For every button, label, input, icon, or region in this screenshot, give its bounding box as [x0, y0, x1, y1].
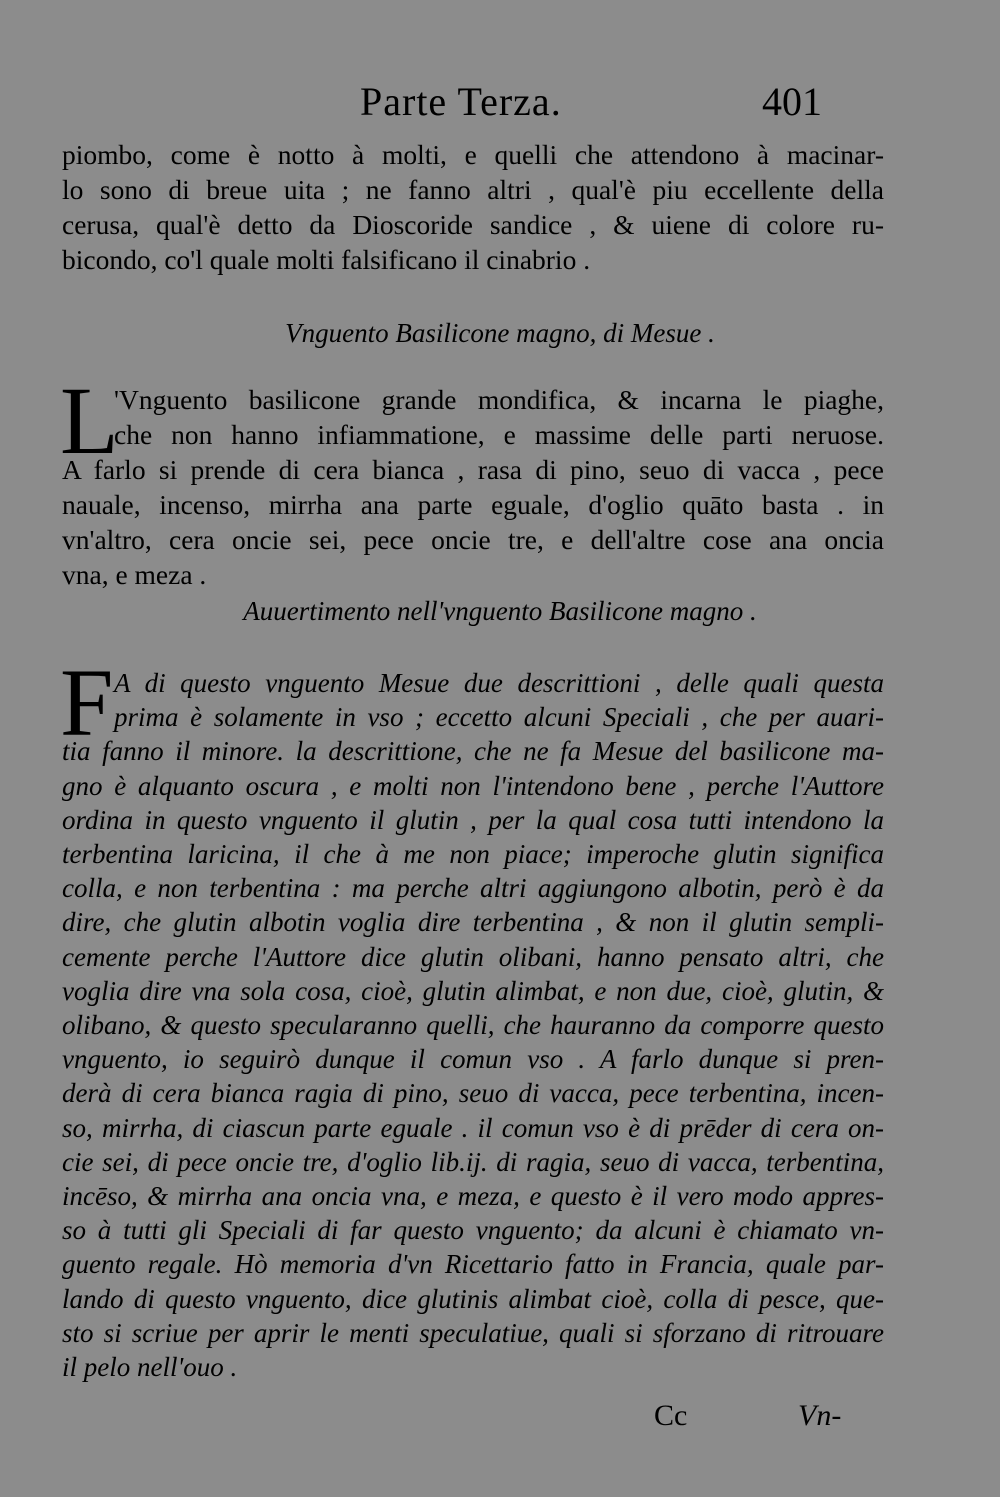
paragraph-commentary: [60, 649, 884, 1384]
text-line: A di questo vnguento Mesue due descrittioni , delle quali questa: [114, 668, 884, 698]
drop-cap: L: [60, 367, 119, 474]
text-line: bicondo, co'l quale molti falsificano il cinabrio .: [62, 244, 591, 275]
text-line: cemente perche l'Auttore dice glutin olibani, hanno pensato altri, che: [62, 941, 884, 972]
running-header: Parte Terza.: [360, 79, 562, 124]
text-line: so, mirrha, di ciascun parte eguale . il comun vso è di prēder di cera on-: [62, 1112, 884, 1143]
text-line: cie sei, di pece oncie tre, d'oglio lib.ij. di ragia, seuo di vacca, terbentina,: [62, 1146, 884, 1177]
text-line: lando di questo vnguento, dice glutinis alimbat cioè, colla di pesce, que-: [62, 1283, 884, 1314]
text-line: che non hanno infiammatione, e massime delle parti neruose.: [114, 419, 884, 450]
text-line: derà di cera bianca ragia di pino, seuo di vacca, pece terbentina, incen-: [62, 1078, 884, 1109]
text-line: piombo, come è notto à molti, e quelli che attendono à macinar-: [62, 139, 884, 170]
text-line: dire, che glutin albotin voglia dire terbentina , & non il glutin sempli-: [62, 907, 884, 938]
text-line: tia fanno il minore. la descrittione, che ne fa Mesue del basilicone ma-: [62, 736, 884, 767]
text-line: terbentina laricina, il che à me non piace; imperoche glutin significa: [62, 839, 884, 870]
text-line: gno è alquanto oscura , e molti non l'intendono bene , perche l'Auttore: [62, 770, 884, 801]
text-line: nauale, incenso, mirrha ana parte eguale, d'oglio quāto basta . in: [62, 489, 884, 520]
drop-cap: F: [60, 649, 114, 756]
text-line: vnguento, io seguirò dunque il comun vso . A farlo dunque si pren-: [62, 1044, 884, 1075]
text-line: olibano, & questo specularanno quelli, che hauranno da comporre questo: [62, 1010, 884, 1041]
text-line: ordina in questo vnguento il glutin , per la qual cosa tutti intendono la: [62, 804, 884, 835]
text-line: vna, e meza .: [62, 559, 207, 590]
text-line: colla, e non terbentina : ma perche altri aggiungono albotin, però è da: [62, 873, 884, 904]
text-line: cerusa, qual'è detto da Dioscoride sandice , & uiene di colore ru-: [62, 209, 884, 240]
catchword: Vn-: [798, 1399, 842, 1432]
text-line: guento regale. Hò memoria d'vn Ricettario fatto in Francia, quale par-: [62, 1249, 884, 1280]
paragraph-continuation: [62, 137, 884, 277]
section-heading-auuertimento: Auuertimento nell'vnguento Basilicone magno .: [243, 596, 757, 626]
text-line: lo sono di breue uita ; ne fanno altri , qual'è piu eccellente della: [62, 174, 884, 205]
text-line: incēso, & mirrha ana oncia vna, e meza, e questo è il vero modo appres-: [62, 1181, 884, 1212]
signature-mark: Cc: [654, 1399, 688, 1432]
text-line: vn'altro, cera oncie sei, pece oncie tre, e dell'altre cose ana oncia: [62, 524, 884, 555]
text-line: prima è solamente in vso ; eccetto alcuni Speciali , che per auari-: [114, 702, 884, 733]
section-heading-unguento: Vnguento Basilicone magno, di Mesue .: [285, 318, 715, 348]
page-number: 401: [762, 79, 822, 124]
paragraph-recipe: [60, 367, 884, 592]
text-line: voglia dire vna sola cosa, cioè, glutin alimbat, e non due, cioè, glutin, &: [62, 975, 884, 1006]
text-line: sto si scriue per aprir le menti speculatiue, quali si sforzano di ritrouare: [62, 1317, 884, 1348]
text-line: 'Vnguento basilicone grande mondifica, & incarna le piaghe,: [114, 384, 884, 415]
text-line: il pelo nell'ouo .: [62, 1352, 238, 1383]
text-line: A farlo si prende di cera bianca , rasa di pino, seuo di vacca , pece: [62, 454, 884, 485]
text-line: so à tutti gli Speciali di far questo vnguento; da alcuni è chiamato vn-: [62, 1215, 884, 1246]
